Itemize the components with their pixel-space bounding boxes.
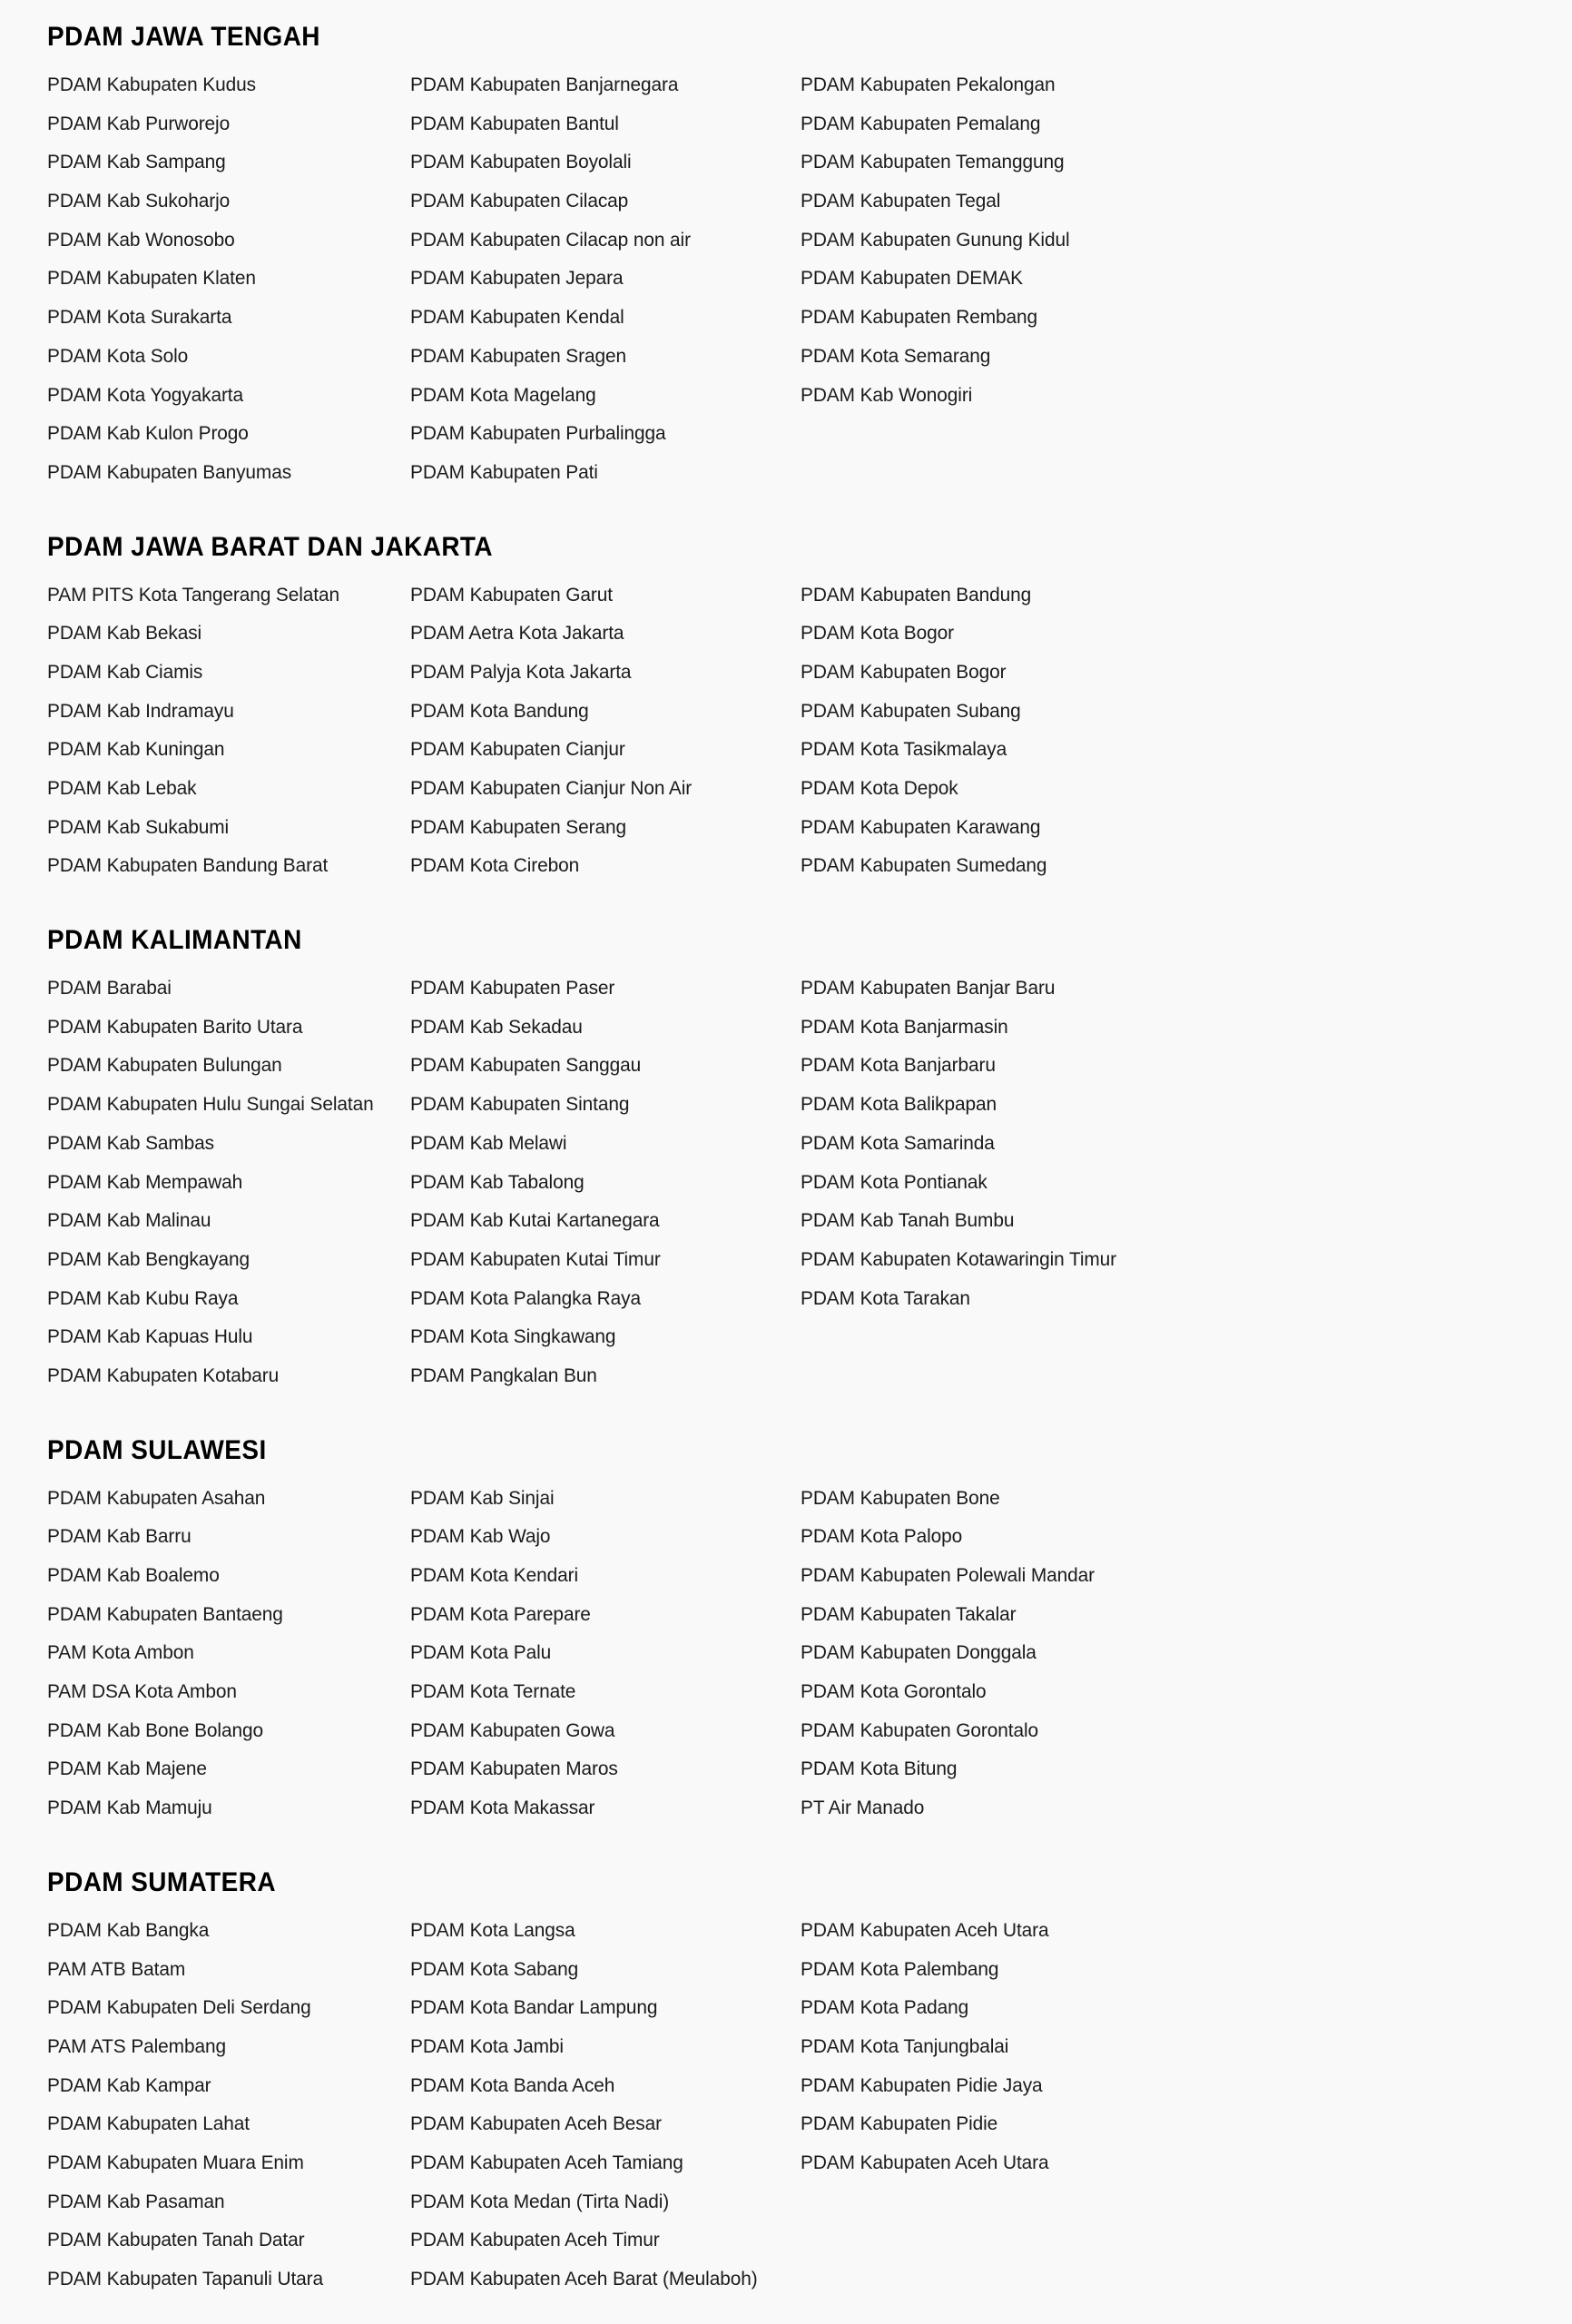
pdam-list-column <box>410 969 801 1395</box>
pdam-list-item[interactable]: PDAM Kabupaten Sragen <box>410 344 626 367</box>
pdam-list-item[interactable]: PDAM Kab Sinjai <box>410 1486 555 1509</box>
pdam-list-column <box>801 969 1554 1395</box>
pdam-list-item[interactable]: PDAM Kabupaten Kotawaringin Timur <box>801 1247 1117 1270</box>
pdam-list-column <box>47 576 410 886</box>
pdam-list-item[interactable]: PDAM Kabupaten Cilacap <box>410 190 629 212</box>
pdam-list-item[interactable]: PDAM Kota Sabang <box>410 1957 579 1980</box>
pdam-list-item[interactable]: PDAM Kota Cirebon <box>410 854 580 877</box>
pdam-list-item[interactable]: PDAM Kab Sampang <box>47 151 226 173</box>
pdam-list-item[interactable]: PDAM Kabupaten Klaten <box>47 267 256 290</box>
pdam-list-item[interactable]: PDAM Kab Kuningan <box>47 738 225 761</box>
pdam-list-item[interactable]: PDAM Kabupaten Aceh Barat (Meulaboh) <box>410 2268 758 2290</box>
pdam-list-item[interactable]: PDAM Kabupaten Purbalingga <box>410 422 666 445</box>
pdam-section <box>0 532 1572 886</box>
pdam-list-item[interactable]: PDAM Kota Bandung <box>410 699 589 722</box>
pdam-list-item[interactable]: PDAM Kab Kapuas Hulu <box>47 1325 253 1348</box>
pdam-list-item[interactable]: PDAM Kab Bekasi <box>47 622 202 645</box>
pdam-list-item[interactable]: PDAM Kabupaten Kutai Timur <box>410 1247 661 1270</box>
pdam-list-item[interactable]: PDAM Kab Ciamis <box>47 660 203 683</box>
pdam-list-column <box>47 969 410 1395</box>
pdam-list-item[interactable]: PDAM Kota Banda Aceh <box>410 2073 615 2096</box>
section-title: PDAM JAWA BARAT DAN JAKARTA <box>47 531 493 562</box>
pdam-list-item[interactable]: PDAM Kabupaten Pidie Jaya <box>801 2073 1043 2096</box>
pdam-list-item[interactable]: PDAM Kota Palembang <box>801 1957 999 1980</box>
pdam-list-item[interactable]: PDAM Kota Banjarbaru <box>801 1054 996 1077</box>
pdam-list-item[interactable]: PDAM Kota Pontianak <box>801 1170 987 1193</box>
pdam-list-item[interactable]: PDAM Kota Palu <box>410 1641 552 1664</box>
pdam-list-column <box>410 65 801 492</box>
pdam-list-item[interactable]: PDAM Kabupaten Cianjur Non Air <box>410 777 693 799</box>
pdam-list-item[interactable]: PDAM Kabupaten Barito Utara <box>47 1015 303 1038</box>
pdam-list-item[interactable]: PDAM Kabupaten Asahan <box>47 1486 266 1509</box>
pdam-list-item[interactable]: PDAM Kabupaten Serang <box>410 815 626 838</box>
pdam-list-item[interactable]: PDAM Kab Wonogiri <box>801 383 973 406</box>
pdam-list-item[interactable]: PDAM Kabupaten Pidie <box>801 2112 998 2135</box>
pdam-list-item[interactable]: PDAM Kabupaten Tanah Datar <box>47 2229 305 2251</box>
pdam-section <box>0 925 1572 1395</box>
pdam-list-item[interactable]: PDAM Kab Majene <box>47 1758 207 1780</box>
pdam-list-item[interactable]: PDAM Kabupaten Boyolali <box>410 151 632 173</box>
pdam-list-item[interactable]: PDAM Kabupaten Pekalongan <box>801 74 1056 95</box>
pdam-list-item[interactable]: PDAM Kab Barru <box>47 1525 192 1548</box>
pdam-list-item[interactable]: PDAM Kab Bone Bolango <box>47 1718 263 1741</box>
pdam-list-item[interactable]: PDAM Kabupaten Aceh Tamiang <box>410 2151 683 2173</box>
section-title: PDAM SULAWESI <box>47 1434 267 1465</box>
section-title: PDAM SUMATERA <box>47 1866 276 1897</box>
pdam-list-item[interactable]: PDAM Kabupaten Aceh Utara <box>801 2151 1049 2173</box>
pdam-list-item[interactable]: PDAM Kabupaten Lahat <box>47 2112 250 2135</box>
pdam-list-item[interactable]: PDAM Kabupaten Bantaeng <box>47 1602 283 1625</box>
pdam-list-item[interactable]: PDAM Kabupaten Bandung <box>801 583 1032 606</box>
pdam-list-item[interactable]: PDAM Kota Balikpapan <box>801 1093 997 1116</box>
pdam-list-grid <box>47 1479 1572 1827</box>
pdam-list-column <box>801 1479 1554 1827</box>
pdam-list-item[interactable]: PDAM Kabupaten Cilacap non air <box>410 228 691 251</box>
pdam-list-column <box>410 1911 801 2299</box>
pdam-list-item[interactable]: PDAM Kab Mamuju <box>47 1797 212 1819</box>
pdam-list-item[interactable]: PDAM Kota Gorontalo <box>801 1680 987 1703</box>
pdam-list-item[interactable]: PDAM Kab Sekadau <box>410 1015 583 1038</box>
pdam-section <box>0 1867 1572 2299</box>
pdam-list-item[interactable]: PDAM Kab Sambas <box>47 1131 215 1154</box>
pdam-list-item[interactable]: PAM Kota Ambon <box>47 1641 194 1664</box>
pdam-list-item[interactable]: PDAM Aetra Kota Jakarta <box>410 622 624 645</box>
pdam-list-item[interactable]: PDAM Kabupaten Bone <box>801 1486 1000 1509</box>
pdam-list-item[interactable]: PDAM Kabupaten Bandung Barat <box>47 854 329 877</box>
pdam-list-item[interactable]: PDAM Kabupaten Takalar <box>801 1602 1017 1625</box>
pdam-list-item[interactable]: PDAM Kabupaten Gorontalo <box>801 1718 1039 1741</box>
pdam-list-item[interactable]: PDAM Kab Wajo <box>410 1525 551 1548</box>
pdam-list-item[interactable]: PDAM Kota Bogor <box>801 622 954 645</box>
pdam-list-item[interactable]: PAM DSA Kota Ambon <box>47 1680 237 1703</box>
pdam-list-item[interactable]: PDAM Kab Kampar <box>47 2073 211 2096</box>
pdam-list-column <box>47 1479 410 1827</box>
pdam-list-item[interactable]: PDAM Kab Bangka <box>47 1918 210 1941</box>
pdam-list-item[interactable]: PDAM Kab Sukoharjo <box>47 190 231 212</box>
pdam-list-item[interactable]: PDAM Kabupaten Kendal <box>410 306 624 329</box>
pdam-list-item[interactable]: PDAM Kabupaten Jepara <box>410 267 624 290</box>
pdam-list-item[interactable]: PDAM Kabupaten Aceh Timur <box>410 2229 660 2251</box>
pdam-list-item[interactable]: PDAM Kabupaten Aceh Besar <box>410 2112 662 2135</box>
pdam-list-item[interactable]: PDAM Kota Solo <box>47 344 189 367</box>
pdam-list-item[interactable]: PDAM Kota Samarinda <box>801 1131 995 1154</box>
pdam-section <box>0 1435 1572 1827</box>
pdam-list-item[interactable]: PDAM Palyja Kota Jakarta <box>410 660 632 683</box>
pdam-list-item[interactable]: PDAM Kabupaten Cianjur <box>410 738 625 761</box>
pdam-list-item[interactable]: PDAM Kota Padang <box>801 1996 969 2019</box>
pdam-list-column <box>801 65 1554 492</box>
pdam-list-column <box>801 576 1554 886</box>
pdam-list-item[interactable]: PDAM Kabupaten Polewali Mandar <box>801 1564 1095 1586</box>
pdam-list-item[interactable]: PDAM Kabupaten Rembang <box>801 306 1038 329</box>
pdam-list-item[interactable]: PDAM Kab Malinau <box>47 1209 211 1232</box>
pdam-list-item[interactable]: PDAM Kabupaten Sintang <box>410 1093 630 1116</box>
pdam-list-item[interactable]: PDAM Kabupaten Banjar Baru <box>801 977 1056 1000</box>
pdam-list-item[interactable]: PDAM Kabupaten Aceh Utara <box>801 1918 1049 1941</box>
pdam-list-item[interactable]: PDAM Kabupaten Paser <box>410 977 615 1000</box>
pdam-list-item[interactable]: PDAM Kota Yogyakarta <box>47 383 244 406</box>
pdam-list-item[interactable]: PAM ATS Palembang <box>47 2034 226 2057</box>
pdam-list-item[interactable]: PDAM Kabupaten Tapanuli Utara <box>47 2268 324 2290</box>
pdam-list-column <box>47 1911 410 2299</box>
pdam-list-item[interactable]: PDAM Kabupaten Subang <box>801 699 1021 722</box>
pdam-list-item[interactable]: PDAM Kota Langsa <box>410 1918 575 1941</box>
pdam-list-item[interactable]: PDAM Kabupaten Hulu Sungai Selatan <box>47 1093 374 1116</box>
pdam-list-item[interactable]: PDAM Kota Bitung <box>801 1758 958 1780</box>
pdam-list-item[interactable]: PDAM Kab Sukabumi <box>47 815 230 838</box>
pdam-list-item[interactable]: PDAM Kab Kutai Kartanegara <box>410 1209 660 1232</box>
pdam-list-item[interactable]: PDAM Kabupaten Bulungan <box>47 1054 282 1077</box>
pdam-list-grid <box>47 65 1572 492</box>
pdam-list-item[interactable]: PDAM Kota Tasikmalaya <box>801 738 1007 761</box>
pdam-list-item[interactable]: PDAM Kabupaten Deli Serdang <box>47 1996 311 2019</box>
pdam-list-item[interactable]: PDAM Kota Surakarta <box>47 306 232 329</box>
pdam-list-item[interactable]: PDAM Kabupaten Banyumas <box>47 460 292 483</box>
pdam-list-item[interactable]: PDAM Kota Palopo <box>801 1525 963 1548</box>
pdam-list-item[interactable]: PDAM Kota Magelang <box>410 383 596 406</box>
pdam-list-column <box>47 65 410 492</box>
pdam-list-item[interactable]: PDAM Kabupaten Donggala <box>801 1641 1037 1664</box>
pdam-list-item[interactable]: PDAM Kota Tanjungbalai <box>801 2034 1009 2057</box>
pdam-list-item[interactable]: PDAM Kabupaten Muara Enim <box>47 2151 304 2173</box>
pdam-list-item[interactable]: PAM ATB Batam <box>47 1957 186 1980</box>
section-title: PDAM JAWA TENGAH <box>47 22 320 52</box>
pdam-list-item[interactable]: PDAM Kab Mempawah <box>47 1170 243 1193</box>
pdam-list-item[interactable]: PDAM Kab Melawi <box>410 1131 567 1154</box>
pdam-list-column <box>801 1911 1554 2299</box>
section-title: PDAM KALIMANTAN <box>47 925 302 956</box>
pdam-list-grid <box>47 1911 1572 2299</box>
pdam-list-item[interactable]: PDAM Kota Palangka Raya <box>410 1286 641 1309</box>
pdam-list-item[interactable]: PDAM Kabupaten Tegal <box>801 190 1001 212</box>
pdam-list-item[interactable]: PDAM Kab Purworejo <box>47 112 231 134</box>
pdam-list-item[interactable]: PDAM Kota Bandar Lampung <box>410 1996 658 2019</box>
pdam-list-item[interactable]: PDAM Kab Kulon Progo <box>47 422 249 445</box>
pdam-list-item[interactable]: PDAM Kabupaten Pemalang <box>801 112 1041 134</box>
pdam-section <box>0 22 1572 492</box>
pdam-list-item[interactable]: PDAM Kota Parepare <box>410 1602 591 1625</box>
pdam-list-item[interactable]: PDAM Kota Singkawang <box>410 1325 616 1348</box>
pdam-list-item[interactable]: PDAM Kab Kubu Raya <box>47 1286 239 1309</box>
pdam-list-item[interactable]: PDAM Kabupaten Bogor <box>801 660 1007 683</box>
pdam-list-item[interactable]: PDAM Kabupaten Banjarnegara <box>410 74 679 95</box>
pdam-list-item[interactable]: PDAM Kabupaten Temanggung <box>801 151 1065 173</box>
pdam-list-grid <box>47 576 1572 886</box>
pdam-list-column <box>410 576 801 886</box>
pdam-list-item[interactable]: PDAM Kota Depok <box>801 777 958 799</box>
sections-container <box>0 22 1572 2299</box>
pdam-list-item[interactable]: PDAM Kabupaten Pati <box>410 460 598 483</box>
pdam-list-item[interactable]: PDAM Kabupaten DEMAK <box>801 267 1023 290</box>
pdam-list-item[interactable]: PDAM Kota Makassar <box>410 1797 595 1819</box>
pdam-list-item[interactable]: PDAM Kabupaten Sumedang <box>801 854 1047 877</box>
pdam-list-item[interactable]: PDAM Kabupaten Bantul <box>410 112 619 134</box>
pdam-list-item[interactable]: PT Air Manado <box>801 1797 925 1819</box>
pdam-list-item[interactable]: PDAM Kota Tarakan <box>801 1286 970 1309</box>
pdam-list-item[interactable]: PDAM Kab Boalemo <box>47 1564 220 1586</box>
pdam-list-item[interactable]: PDAM Kota Medan (Tirta Nadi) <box>410 2190 670 2212</box>
pdam-list-item[interactable]: PDAM Kabupaten Garut <box>410 583 613 606</box>
pdam-list-column <box>410 1479 801 1827</box>
pdam-list-item[interactable]: PDAM Barabai <box>47 977 172 1000</box>
pdam-list-item[interactable]: PDAM Kabupaten Karawang <box>801 815 1041 838</box>
pdam-list-item[interactable]: PDAM Kab Wonosobo <box>47 228 235 251</box>
pdam-list-item[interactable]: PDAM Kota Banjarmasin <box>801 1015 1008 1038</box>
pdam-list-item[interactable]: PDAM Kota Semarang <box>801 344 991 367</box>
pdam-list-item[interactable]: PDAM Kabupaten Gunung Kidul <box>801 228 1070 251</box>
pdam-list-item[interactable]: PDAM Kab Tanah Bumbu <box>801 1209 1015 1232</box>
pdam-list-item[interactable]: PDAM Kabupaten Kudus <box>47 74 256 95</box>
pdam-list-item[interactable]: PDAM Kab Tabalong <box>410 1170 585 1193</box>
pdam-list-item[interactable]: PDAM Kab Bengkayang <box>47 1247 251 1270</box>
pdam-list-grid <box>47 969 1572 1395</box>
pdam-list-item[interactable]: PDAM Kota Jambi <box>410 2034 564 2057</box>
pdam-list-item[interactable]: PDAM Kab Lebak <box>47 777 197 799</box>
pdam-list-item[interactable]: PDAM Kabupaten Kotabaru <box>47 1364 280 1386</box>
pdam-list-item[interactable]: PDAM Kab Indramayu <box>47 699 234 722</box>
pdam-list-item[interactable]: PDAM Pangkalan Bun <box>410 1364 597 1386</box>
pdam-list-item[interactable]: PAM PITS Kota Tangerang Selatan <box>47 583 339 606</box>
pdam-list-item[interactable]: PDAM Kabupaten Maros <box>410 1758 618 1780</box>
pdam-list-item[interactable]: PDAM Kabupaten Gowa <box>410 1718 615 1741</box>
pdam-list-item[interactable]: PDAM Kabupaten Sanggau <box>410 1054 642 1077</box>
pdam-list-item[interactable]: PDAM Kota Ternate <box>410 1680 576 1703</box>
pdam-list-item[interactable]: PDAM Kab Pasaman <box>47 2190 225 2212</box>
pdam-list-item[interactable]: PDAM Kota Kendari <box>410 1564 578 1586</box>
